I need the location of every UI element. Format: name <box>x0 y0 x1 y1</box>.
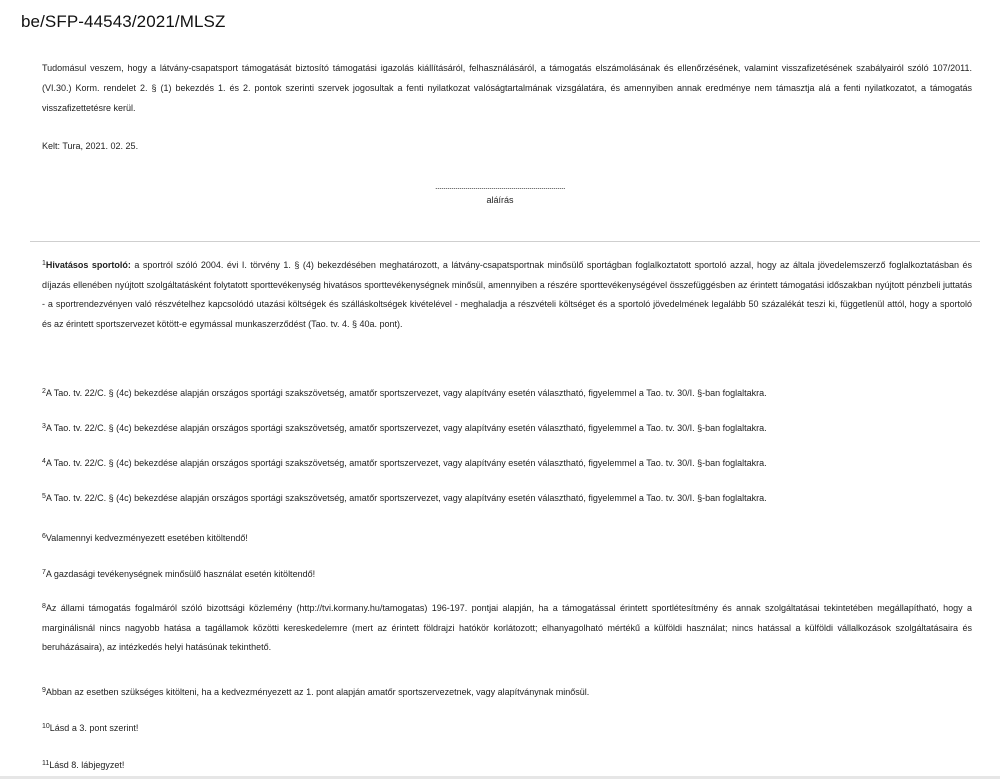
footnote-text: A gazdasági tevékenységnek minősülő használat esetén kitöltendő! <box>45 569 316 579</box>
footnote-4 <box>42 454 972 474</box>
footnote-5 <box>42 489 972 509</box>
footnote-number: 8 <box>42 603 46 610</box>
footnote-1 <box>42 256 972 334</box>
footnote-number: 6 <box>42 533 46 540</box>
footnote-divider <box>30 241 980 242</box>
footnote-term: Hivatásos sportoló: <box>45 260 131 270</box>
footnote-11 <box>42 756 972 776</box>
footnote-3 <box>42 419 972 439</box>
date-place-line: Kelt: Tura, 2021. 02. 25. <box>42 141 139 151</box>
footnote-text: Lásd 8. lábjegyzet! <box>49 760 125 770</box>
footnote-2 <box>42 384 972 404</box>
document-title: be/SFP-44543/2021/MLSZ <box>21 12 226 31</box>
footnote-number: 11 <box>42 760 50 767</box>
footnote-text: A Tao. tv. 22/C. § (4c) bekezdése alapján országos sportági szakszövetség, amatőr sportszervezet, vagy alapítvány esetén választható, figyelemmel a Tao. tv. 30/I. §-ban foglaltakra. <box>45 493 767 503</box>
footnote-7 <box>42 565 972 585</box>
footnote-9 <box>42 683 972 703</box>
footnote-10 <box>42 719 972 739</box>
signature-line: ................................................................. <box>434 181 566 191</box>
footnote-number: 1 <box>42 260 46 267</box>
declaration-paragraph: Tudomásul veszem, hogy a látvány-csapatsport támogatását biztosító támogatási igazolás kiállításáról, felhasználásáról, a támogatás elszámolásának és ellenőrzésének, valamint visszafizetésének szabályairól szóló 107/2011. (VI.30.) Korm. rendelet 2. § (1) bekezdés 1. és 2. pontok szerinti szervek jogosultak a fenti nyilatkozat valóságtartalmának vizsgálatára, és amennyiben annak eredménye nem támasztja alá a fenti nyilatkozatot, a támogatás visszafizettetésre kerül. <box>42 63 972 113</box>
footnote-number: 4 <box>42 458 46 465</box>
footnote-text: Az állami támogatás fogalmáról szóló bizottsági közlemény (http://tvi.kormany.hu/tamogatas) 196-197. pontjai alapján, ha a támogatással érintett sportlétesítmény és annak szolgáltatásai tekintetében megállapítható, hogy a marginálisnál nincs nagyobb hatása a tagállamok közötti kereskedelemre (mert az érintett földrajzi hatókör korlátozott; elhanyagolható mértékű a külföldi használat; nincs hatással a külföldi vállalkozások szolgáltatásaira és beruházásaira), az intézkedés helyi hatásúnak tekinthető. <box>42 603 972 653</box>
signature-label: aláírás <box>486 195 514 205</box>
footnote-text: Valamennyi kedvezményezett esetében kitöltendő! <box>45 533 248 543</box>
footnote-text: A Tao. tv. 22/C. § (4c) bekezdése alapján országos sportági szakszövetség, amatőr sportszervezet, vagy alapítvány esetén választható, figyelemmel a Tao. tv. 30/I. §-ban foglaltakra. <box>45 388 767 398</box>
footnote-text: A Tao. tv. 22/C. § (4c) bekezdése alapján országos sportági szakszövetség, amatőr sportszervezet, vagy alapítvány esetén választható, figyelemmel a Tao. tv. 30/I. §-ban foglaltakra. <box>45 423 767 433</box>
footnote-number: 2 <box>42 388 46 395</box>
footnote-number: 3 <box>42 423 46 430</box>
footnote-text: Abban az esetben szükséges kitölteni, ha a kedvezményezett az 1. pont alapján amatőr sportszervezetnek, vagy alapítványnak minősül. <box>45 687 590 697</box>
footnote-6 <box>42 529 972 549</box>
footnote-text: a sportról szóló 2004. évi I. törvény 1. § (4) bekezdésében meghatározott, a látvány-csapatsportnak minősülő sportágban foglalkoztatott sportoló azzal, hogy az általa jövedelemszerző foglalkoztatásban és díjazás ellenében nyújtott szolgáltatásként folytatott sporttevékenység hivatásos sporttevékenységnek minősül, amennyiben a részére sporttevékenységével összefüggésben az érintett támogatási időszakban nyújtott pénzbeli juttatás - a sportrendezvényen való részvételhez kapcsolódó utazási költségek és szálláskoltségek kivételével - meghaladja a részvételi költséget és a sportoló jövedelmének legalább 50 százalékát teszi ki, függetlenül attól, hogy a sportoló és az érintett sportszervezet kötött-e egymással munkaszerződést (Tao. tv. 4. § 40a. pont). <box>42 260 972 329</box>
footnote-text: A Tao. tv. 22/C. § (4c) bekezdése alapján országos sportági szakszövetség, amatőr sportszervezet, vagy alapítvány esetén választható, figyelemmel a Tao. tv. 30/I. §-ban foglaltakra. <box>45 458 767 468</box>
footnote-number: 5 <box>42 493 46 500</box>
footnote-8 <box>42 599 972 658</box>
footnote-number: 7 <box>42 569 46 576</box>
signature-block <box>400 180 600 207</box>
footnote-text: Lásd a 3. pont szerint! <box>49 723 139 733</box>
footnote-number: 9 <box>42 687 46 694</box>
footnote-number: 10 <box>42 723 50 730</box>
